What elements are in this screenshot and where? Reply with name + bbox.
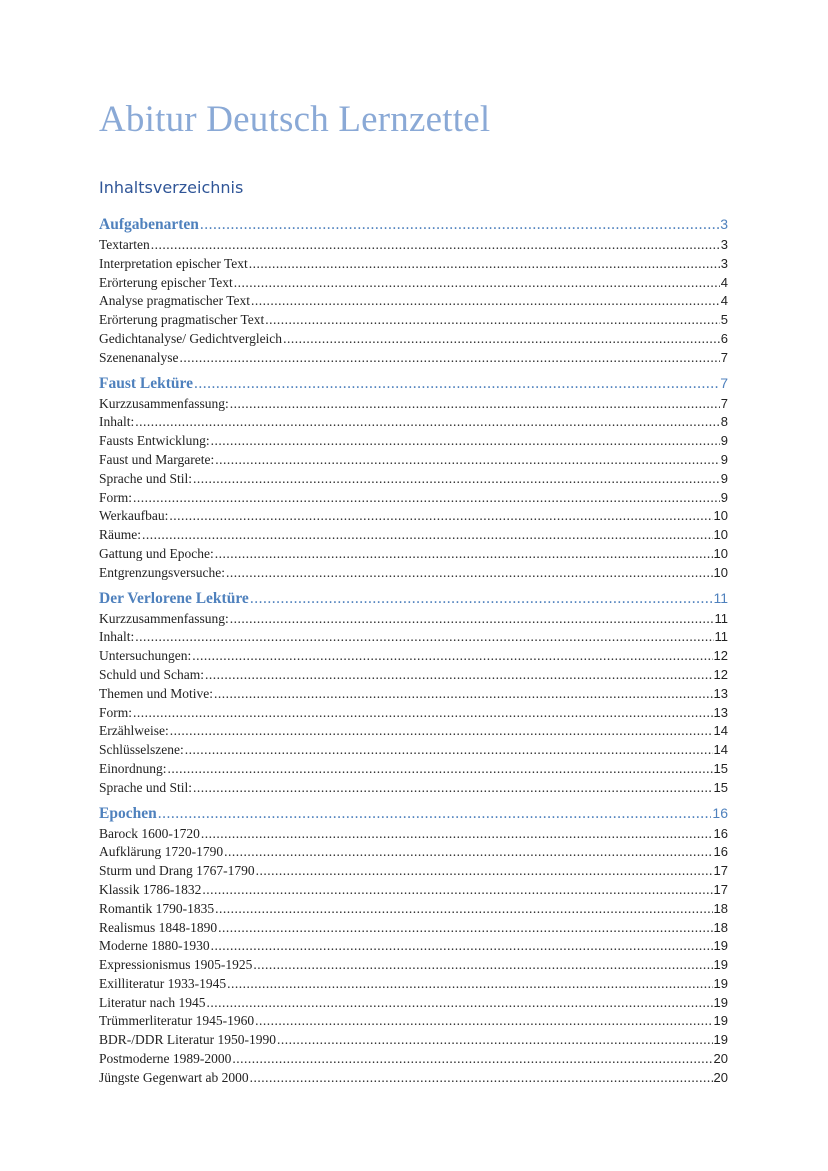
- toc-entry[interactable]: [99, 526, 728, 545]
- dot-leader: [135, 628, 713, 647]
- toc-entry-label: Sprache und Stil:: [99, 470, 192, 486]
- dot-leader: [218, 919, 712, 938]
- toc-page-number: 12: [713, 648, 728, 664]
- toc-entry-label: Realismus 1848-1890: [99, 919, 218, 935]
- toc-entry-label: Epochen: [99, 804, 157, 822]
- dot-leader: [249, 255, 720, 274]
- dot-leader: [215, 545, 713, 564]
- dot-leader: [133, 489, 720, 508]
- toc-entry[interactable]: [99, 937, 728, 956]
- toc-page-number: 15: [713, 779, 728, 795]
- toc-entry-label: Expressionismus 1905-1925: [99, 957, 253, 973]
- toc-page-number: 11: [714, 629, 728, 645]
- dot-leader: [211, 432, 720, 451]
- toc-entry-label: Erörterung epischer Text: [99, 274, 233, 290]
- dot-leader: [277, 1031, 713, 1050]
- toc-page-number: 13: [713, 685, 728, 701]
- toc-entry-label: Schuld und Scham:: [99, 666, 204, 682]
- toc-page-number: 16: [713, 825, 728, 841]
- dot-leader: [230, 610, 714, 629]
- toc-entry-label: Form:: [99, 489, 133, 505]
- toc-entry[interactable]: [99, 975, 728, 994]
- toc-section: [99, 587, 728, 798]
- toc-entry[interactable]: [99, 741, 728, 760]
- dot-leader: [211, 937, 713, 956]
- toc-page-number: 7: [720, 395, 728, 411]
- toc-entry-label: Szenenanalyse: [99, 349, 179, 365]
- toc-page-number: 9: [720, 433, 728, 449]
- toc-entry-label: Entgrenzungsversuche:: [99, 564, 225, 580]
- toc-heading-entry[interactable]: [99, 587, 728, 610]
- toc-entry-label: Form:: [99, 704, 133, 720]
- toc-entry-label: Aufgabenarten: [99, 216, 199, 233]
- dot-leader: [142, 526, 713, 545]
- toc-entry-label: Sturm und Drang 1767-1790: [99, 863, 255, 879]
- toc-page-number: 10: [713, 564, 728, 580]
- toc-entry-label: Literatur nach 1945: [99, 994, 206, 1010]
- toc-entry[interactable]: [99, 900, 728, 919]
- toc-entry[interactable]: [99, 779, 728, 798]
- toc-heading-entry[interactable]: [99, 802, 728, 825]
- toc-page-number: 20: [713, 1051, 728, 1067]
- toc-page-number: 16: [713, 844, 728, 860]
- toc-page-number: 4: [720, 274, 728, 290]
- toc-page-number: 20: [713, 1069, 728, 1085]
- toc-entry[interactable]: [99, 1069, 728, 1088]
- toc-entry-label: Inhalt:: [99, 629, 135, 645]
- toc-entry-label: Schlüsselszene:: [99, 742, 184, 758]
- toc-page-number: 19: [713, 1032, 728, 1048]
- toc-page-number: 6: [720, 330, 728, 346]
- dot-leader: [227, 975, 712, 994]
- toc-entry[interactable]: [99, 413, 728, 432]
- toc-entry-label: Sprache und Stil:: [99, 779, 192, 795]
- dot-leader: [215, 451, 720, 470]
- toc-page-number: 10: [713, 545, 728, 561]
- dot-leader: [200, 214, 719, 236]
- toc-page-number: 11: [714, 610, 728, 626]
- toc-entry[interactable]: [99, 666, 728, 685]
- dot-leader: [224, 843, 712, 862]
- toc-entry[interactable]: [99, 330, 728, 349]
- dot-leader: [283, 330, 720, 349]
- toc-page-number: 18: [713, 900, 728, 916]
- toc-entry[interactable]: [99, 395, 728, 414]
- toc-entry[interactable]: [99, 647, 728, 666]
- toc-page-number: 3: [720, 216, 728, 232]
- toc-page-number: 3: [720, 255, 728, 271]
- toc-page-number: 14: [713, 723, 728, 739]
- toc-entry[interactable]: [99, 292, 728, 311]
- toc-heading-entry[interactable]: [99, 372, 728, 395]
- toc-page-number: 7: [720, 374, 728, 391]
- toc-entry-label: BDR-/DDR Literatur 1950-1990: [99, 1032, 276, 1048]
- toc-entry[interactable]: [99, 610, 728, 629]
- toc-entry[interactable]: [99, 545, 728, 564]
- toc-entry-label: Themen und Motive:: [99, 685, 213, 701]
- toc-entry[interactable]: [99, 1012, 728, 1031]
- toc-entry-label: Analyse pragmatischer Text: [99, 293, 251, 309]
- dot-leader: [215, 900, 712, 919]
- toc-page-number: 9: [720, 470, 728, 486]
- toc-entry-label: Klassik 1786-1832: [99, 881, 202, 897]
- dot-leader: [193, 470, 720, 489]
- toc-heading: Inhaltsverzeichnis: [99, 178, 244, 197]
- dot-leader: [256, 862, 713, 881]
- toc-entry[interactable]: [99, 825, 728, 844]
- toc-entry-label: Fausts Entwicklung:: [99, 433, 210, 449]
- dot-leader: [133, 704, 713, 723]
- dot-leader: [151, 236, 720, 255]
- dot-leader: [250, 588, 713, 610]
- toc-page-number: 4: [720, 293, 728, 309]
- dot-leader: [169, 507, 712, 526]
- toc-entry-label: Erzählweise:: [99, 723, 169, 739]
- dot-leader: [255, 1012, 712, 1031]
- dot-leader: [135, 413, 720, 432]
- toc-entry[interactable]: [99, 1050, 728, 1069]
- toc-entry-label: Gattung und Epoche:: [99, 545, 214, 561]
- dot-leader: [170, 722, 713, 741]
- toc-page-number: 17: [713, 881, 728, 897]
- dot-leader: [214, 685, 713, 704]
- toc-page-number: 14: [713, 742, 728, 758]
- dot-leader: [193, 779, 713, 798]
- toc-entry[interactable]: [99, 432, 728, 451]
- toc-page-number: 8: [720, 414, 728, 430]
- toc-page-number: 9: [720, 489, 728, 505]
- toc-entry[interactable]: [99, 349, 728, 368]
- toc-entry[interactable]: [99, 994, 728, 1013]
- toc-page-number: 11: [713, 589, 728, 606]
- toc-page-number: 3: [720, 237, 728, 252]
- toc-entry[interactable]: [99, 843, 728, 862]
- toc-entry[interactable]: [99, 274, 728, 293]
- table-of-contents: [99, 213, 728, 1092]
- toc-entry-label: Interpretation epischer Text: [99, 255, 248, 271]
- dot-leader: [185, 741, 713, 760]
- toc-entry[interactable]: [99, 507, 728, 526]
- toc-entry-label: Faust und Margarete:: [99, 451, 215, 467]
- toc-section: [99, 213, 728, 368]
- toc-entry[interactable]: [99, 760, 728, 779]
- dot-leader: [206, 994, 712, 1013]
- toc-entry-label: Räume:: [99, 527, 141, 543]
- toc-entry-label: Barock 1600-1720: [99, 825, 200, 841]
- toc-entry-label: Der Verlorene Lektüre: [99, 589, 249, 607]
- dot-leader: [194, 373, 719, 395]
- toc-entry-label: Werkaufbau:: [99, 508, 169, 524]
- toc-entry[interactable]: [99, 956, 728, 975]
- dot-leader: [179, 349, 719, 368]
- dot-leader: [253, 956, 712, 975]
- dot-leader: [251, 292, 720, 311]
- toc-entry[interactable]: [99, 564, 728, 583]
- dot-leader: [234, 274, 720, 293]
- toc-entry[interactable]: [99, 704, 728, 723]
- toc-page-number: 13: [713, 704, 728, 720]
- toc-entry-label: Einordnung:: [99, 760, 167, 776]
- dot-leader: [226, 564, 713, 583]
- dot-leader: [265, 311, 720, 330]
- toc-entry-label: Postmoderne 1989-2000: [99, 1051, 232, 1067]
- toc-section: [99, 802, 728, 1088]
- toc-page-number: 10: [713, 527, 728, 543]
- document-title: Abitur Deutsch Lernzettel: [99, 99, 491, 140]
- toc-entry-label: Jüngste Gegenwart ab 2000: [99, 1069, 249, 1085]
- toc-page-number: 15: [713, 760, 728, 776]
- dot-leader: [158, 803, 712, 825]
- toc-entry[interactable]: [99, 919, 728, 938]
- toc-page-number: 12: [713, 666, 728, 682]
- toc-entry-label: Untersuchungen:: [99, 648, 192, 664]
- toc-page-number: 7: [720, 349, 728, 365]
- toc-entry-label: Gedichtanalyse/ Gedichtvergleich: [99, 330, 283, 346]
- toc-page-number: 19: [713, 975, 728, 991]
- dot-leader: [232, 1050, 712, 1069]
- toc-entry[interactable]: [99, 722, 728, 741]
- toc-page-number: 19: [713, 1013, 728, 1029]
- toc-page-number: 10: [713, 508, 728, 524]
- toc-entry[interactable]: [99, 628, 728, 647]
- toc-entry-label: Romantik 1790-1835: [99, 900, 215, 916]
- toc-heading-entry[interactable]: [99, 213, 728, 236]
- toc-entry[interactable]: [99, 685, 728, 704]
- toc-entry[interactable]: [99, 255, 728, 274]
- toc-page-number: 19: [713, 994, 728, 1010]
- toc-entry[interactable]: [99, 236, 728, 255]
- dot-leader: [168, 760, 713, 779]
- toc-entry-label: Textarten: [99, 237, 150, 252]
- toc-entry[interactable]: [99, 1031, 728, 1050]
- toc-section: [99, 372, 728, 583]
- toc-page-number: 19: [713, 957, 728, 973]
- toc-page-number: 19: [713, 938, 728, 954]
- toc-entry-label: Erörterung pragmatischer Text: [99, 312, 265, 328]
- toc-entry[interactable]: [99, 470, 728, 489]
- toc-page-number: 17: [713, 863, 728, 879]
- toc-entry-label: Aufklärung 1720-1790: [99, 844, 224, 860]
- toc-entry[interactable]: [99, 311, 728, 330]
- toc-entry-label: Moderne 1880-1930: [99, 938, 210, 954]
- dot-leader: [192, 647, 712, 666]
- toc-entry[interactable]: [99, 862, 728, 881]
- toc-entry-label: Inhalt:: [99, 414, 135, 430]
- toc-page-number: 5: [720, 312, 728, 328]
- toc-page-number: 18: [713, 919, 728, 935]
- toc-entry[interactable]: [99, 489, 728, 508]
- toc-entry-label: Trümmerliteratur 1945-1960: [99, 1013, 255, 1029]
- toc-entry-label: Exilliteratur 1933-1945: [99, 975, 227, 991]
- dot-leader: [250, 1069, 713, 1088]
- toc-entry-label: Faust Lektüre: [99, 374, 194, 392]
- dot-leader: [201, 825, 713, 844]
- dot-leader: [230, 395, 720, 414]
- toc-entry[interactable]: [99, 881, 728, 900]
- toc-entry-label: Kurzzusammenfassung:: [99, 610, 229, 626]
- toc-page-number: 16: [712, 804, 728, 821]
- dot-leader: [205, 666, 713, 685]
- toc-page-number: 9: [720, 451, 728, 467]
- dot-leader: [202, 881, 712, 900]
- toc-entry[interactable]: [99, 451, 728, 470]
- toc-entry-label: Kurzzusammenfassung:: [99, 395, 229, 411]
